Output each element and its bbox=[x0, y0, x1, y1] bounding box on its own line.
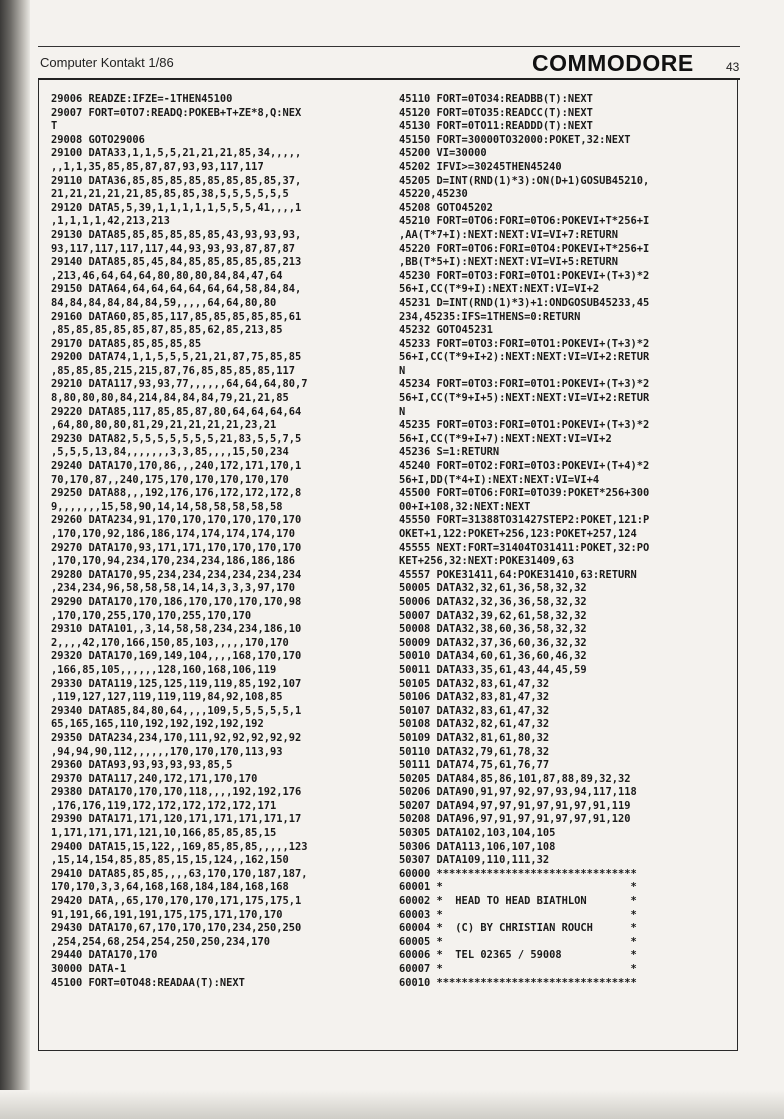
code-line: 50005 DATA32,32,61,36,58,32,32 bbox=[399, 582, 587, 595]
code-line: 29320 DATA170,169,149,104,,,,168,170,170 bbox=[51, 650, 302, 663]
code-line: ,234,234,96,58,58,58,14,14,3,3,3,97,170 bbox=[51, 582, 295, 595]
code-line: 45220 FORT=0TO6:FORI=0TO4:POKEVI+T*256+I bbox=[399, 242, 650, 255]
code-line: 29380 DATA170,170,170,118,,,,192,192,176 bbox=[51, 786, 302, 799]
code-line: 50110 DATA32,79,61,78,32 bbox=[399, 745, 550, 758]
code-line: 45231 D=INT(RND(1)*3)+1:ONDGOSUB45233,45 bbox=[399, 296, 650, 309]
code-line: 50111 DATA74,75,61,76,77 bbox=[399, 759, 550, 772]
code-line: 29120 DATA5,5,39,1,1,1,1,1,5,5,5,41,,,,1 bbox=[51, 201, 302, 214]
section-title: COMMODORE bbox=[532, 50, 694, 76]
code-line: 56+I,CC(T*9+I+5):NEXT:NEXT:VI=VI+2:RETUR bbox=[399, 392, 650, 405]
code-line: 29370 DATA117,240,172,171,170,170 bbox=[51, 772, 258, 785]
code-line: 29270 DATA170,93,171,171,170,170,170,170 bbox=[51, 541, 302, 554]
code-line: 60002 * HEAD TO HEAD BIATHLON * bbox=[399, 895, 637, 908]
page-bottom-shadow bbox=[0, 1090, 784, 1119]
code-line: 45555 NEXT:FORT=31404TO31411:POKET,32:PO bbox=[399, 541, 650, 554]
code-line: 29340 DATA85,84,80,64,,,,109,5,5,5,5,5,1 bbox=[51, 704, 302, 717]
code-line: 50008 DATA32,38,60,36,58,32,32 bbox=[399, 623, 587, 636]
code-line: ,64,80,80,80,81,29,21,21,21,21,23,21 bbox=[51, 419, 277, 432]
listing-left-column bbox=[51, 93, 381, 990]
code-line: 50009 DATA32,37,36,60,36,32,32 bbox=[399, 636, 587, 649]
code-line: 29200 DATA74,1,1,5,5,5,21,21,87,75,85,85 bbox=[51, 351, 302, 364]
code-line: ,213,46,64,64,64,80,80,80,84,84,47,64 bbox=[51, 269, 283, 282]
code-line: 29160 DATA60,85,85,117,85,85,85,85,85,61 bbox=[51, 310, 302, 323]
page-number: 43 bbox=[726, 60, 740, 74]
code-line: 50006 DATA32,32,36,36,58,32,32 bbox=[399, 595, 587, 608]
code-line: ,15,14,154,85,85,85,15,15,124,,162,150 bbox=[51, 854, 289, 867]
code-line: 45235 FORT=0TO3:FORI=0TO1:POKEVI+(T+3)*2 bbox=[399, 419, 650, 432]
code-line: 29260 DATA234,91,170,170,170,170,170,170 bbox=[51, 514, 302, 527]
code-line: ,94,94,90,112,,,,,,170,170,170,113,93 bbox=[51, 745, 283, 758]
code-line: 21,21,21,21,21,85,85,85,38,5,5,5,5,5,5 bbox=[51, 188, 289, 201]
magazine-issue-label: Computer Kontakt 1/86 bbox=[40, 55, 174, 70]
code-line: 60010 ******************************** bbox=[399, 976, 637, 989]
code-line: 29240 DATA170,170,86,,,240,172,171,170,1 bbox=[51, 460, 302, 473]
code-line: 50306 DATA113,106,107,108 bbox=[399, 840, 556, 853]
code-line: 65,165,165,110,192,192,192,192,192 bbox=[51, 718, 264, 731]
code-line: 29140 DATA85,85,45,84,85,85,85,85,85,213 bbox=[51, 256, 302, 269]
code-line: ,170,170,255,170,170,255,170,170 bbox=[51, 609, 252, 622]
code-line: ,254,254,68,254,254,250,250,234,170 bbox=[51, 935, 270, 948]
code-line: 50106 DATA32,83,81,47,32 bbox=[399, 691, 550, 704]
code-line: 60005 * * bbox=[399, 935, 637, 948]
code-line: 50208 DATA96,97,91,97,91,97,97,91,120 bbox=[399, 813, 631, 826]
code-line: 45200 VI=30000 bbox=[399, 147, 487, 160]
code-line: 45130 FORT=0TO11:READDD(T):NEXT bbox=[399, 120, 593, 133]
code-line: KET+256,32:NEXT:POKE31409,63 bbox=[399, 555, 575, 568]
code-line: 45234 FORT=0TO3:FORI=0TO1:POKEVI+(T+3)*2 bbox=[399, 378, 650, 391]
code-line: ,176,176,119,172,172,172,172,172,171 bbox=[51, 799, 277, 812]
page-binding-shadow bbox=[0, 0, 30, 1119]
code-line: T bbox=[51, 120, 58, 133]
code-line: 9,,,,,,,15,58,90,14,14,58,58,58,58,58 bbox=[51, 500, 283, 513]
code-line: 29410 DATA85,85,85,,,,63,170,170,187,187, bbox=[51, 867, 308, 880]
code-line: 60003 * * bbox=[399, 908, 637, 921]
code-line: N bbox=[399, 405, 406, 418]
code-line: 50011 DATA33,35,61,43,44,45,59 bbox=[399, 663, 587, 676]
code-line: 60007 * * bbox=[399, 963, 637, 975]
header-top-rule bbox=[38, 46, 740, 47]
code-line: 45150 FORT=30000TO32000:POKET,32:NEXT bbox=[399, 133, 631, 146]
code-line: 45220,45230 bbox=[399, 188, 468, 201]
code-line: 30000 DATA-1 bbox=[51, 963, 127, 975]
code-line: ,166,85,105,,,,,,128,160,168,106,119 bbox=[51, 663, 277, 676]
code-line: 29350 DATA234,234,170,111,92,92,92,92,92 bbox=[51, 731, 302, 744]
code-line: ,119,127,127,119,119,119,84,92,108,85 bbox=[51, 691, 283, 704]
code-line: 29430 DATA170,67,170,170,170,234,250,250 bbox=[51, 922, 302, 935]
code-line: 2,,,,42,170,166,150,85,103,,,,,170,170 bbox=[51, 636, 289, 649]
code-line: 29230 DATA82,5,5,5,5,5,5,5,21,83,5,5,7,5 bbox=[51, 432, 302, 445]
code-line: 50307 DATA109,110,111,32 bbox=[399, 854, 550, 867]
code-line: ,85,85,85,85,85,87,85,85,62,85,213,85 bbox=[51, 324, 283, 337]
code-line: ,,1,1,35,85,85,87,87,93,93,117,117 bbox=[51, 160, 264, 173]
code-line: 29170 DATA85,85,85,85,85 bbox=[51, 337, 202, 350]
code-line: 50206 DATA90,91,97,92,97,93,94,117,118 bbox=[399, 786, 637, 799]
code-line: 45208 GOTO45202 bbox=[399, 201, 493, 214]
code-line: 29290 DATA170,170,186,170,170,170,170,98 bbox=[51, 595, 302, 608]
code-line: 29110 DATA36,85,85,85,85,85,85,85,85,37, bbox=[51, 174, 302, 187]
code-line: 84,84,84,84,84,84,59,,,,,64,64,80,80 bbox=[51, 296, 277, 309]
code-line: ,BB(T*5+I):NEXT:NEXT:VI=VI+5:RETURN bbox=[399, 256, 618, 269]
code-line: 29280 DATA170,95,234,234,234,234,234,234 bbox=[51, 568, 302, 581]
code-line: ,85,85,85,215,215,87,76,85,85,85,85,117 bbox=[51, 364, 295, 377]
code-line: 56+I,DD(T*4+I):NEXT:NEXT:VI=VI+4 bbox=[399, 473, 600, 486]
code-line: 56+I,CC(T*9+I+7):NEXT:NEXT:VI=VI+2 bbox=[399, 432, 612, 445]
code-line: 29390 DATA171,171,120,171,171,171,171,17 bbox=[51, 813, 302, 826]
code-line: 45233 FORT=0TO3:FORI=0TO1:POKEVI+(T+3)*2 bbox=[399, 337, 650, 350]
code-line: 29440 DATA170,170 bbox=[51, 949, 158, 962]
code-line: 45110 FORT=0TO34:READBB(T):NEXT bbox=[399, 93, 593, 105]
code-line: 60004 * (C) BY CHRISTIAN ROUCH * bbox=[399, 922, 637, 935]
code-line: 29220 DATA85,117,85,85,87,80,64,64,64,64 bbox=[51, 405, 302, 418]
code-line: 45210 FORT=0TO6:FORI=0TO6:POKEVI+T*256+I bbox=[399, 215, 650, 228]
code-line: 29400 DATA15,15,122,,169,85,85,85,,,,,123 bbox=[51, 840, 308, 853]
code-line: 29210 DATA117,93,93,77,,,,,,64,64,64,80,7 bbox=[51, 378, 308, 391]
code-line: 50109 DATA32,81,61,80,32 bbox=[399, 731, 550, 744]
code-line: 234,45235:IFS=1THENS=0:RETURN bbox=[399, 310, 581, 323]
code-line: 70,170,87,,240,175,170,170,170,170,170 bbox=[51, 473, 289, 486]
code-line: 29420 DATA,,65,170,170,170,171,175,175,1 bbox=[51, 895, 302, 908]
code-line: 45232 GOTO45231 bbox=[399, 324, 493, 337]
listing-right-column bbox=[399, 93, 719, 990]
code-line: ,5,5,5,13,84,,,,,,,3,3,85,,,,15,50,234 bbox=[51, 446, 289, 459]
code-line: N bbox=[399, 364, 406, 377]
code-line: 50108 DATA32,82,61,47,32 bbox=[399, 718, 550, 731]
code-line: 56+I,CC(T*9+I+2):NEXT:NEXT:VI=VI+2:RETUR bbox=[399, 351, 650, 364]
code-line: 8,80,80,80,84,214,84,84,84,79,21,21,85 bbox=[51, 392, 289, 405]
code-line: 60006 * TEL 02365 / 59008 * bbox=[399, 949, 637, 962]
code-line: 50305 DATA102,103,104,105 bbox=[399, 827, 556, 840]
code-line: 29360 DATA93,93,93,93,93,85,5 bbox=[51, 759, 233, 772]
code-line: 56+I,CC(T*9+I):NEXT:NEXT:VI=VI+2 bbox=[399, 283, 600, 296]
code-line: 45550 FORT=31388TO31427STEP2:POKET,121:P bbox=[399, 514, 650, 527]
code-line: 29007 FORT=0TO7:READQ:POKEB+T+ZE*8,Q:NEX bbox=[51, 106, 302, 119]
code-line: 60001 * * bbox=[399, 881, 637, 894]
code-line: 45557 POKE31411,64:POKE31410,63:RETURN bbox=[399, 568, 637, 581]
code-line: 50007 DATA32,39,62,61,58,32,32 bbox=[399, 609, 587, 622]
code-line: 29006 READZE:IFZE=-1THEN45100 bbox=[51, 93, 233, 105]
code-line: 45120 FORT=0TO35:READCC(T):NEXT bbox=[399, 106, 593, 119]
code-line: ,AA(T*7+I):NEXT:NEXT:VI=VI+7:RETURN bbox=[399, 228, 618, 241]
code-line: 93,117,117,117,117,44,93,93,93,87,87,87 bbox=[51, 242, 295, 255]
code-line: 60000 ******************************** bbox=[399, 867, 637, 880]
code-line: 29150 DATA64,64,64,64,64,64,64,58,84,84, bbox=[51, 283, 302, 296]
code-line: 50207 DATA94,97,97,91,97,91,97,91,119 bbox=[399, 799, 631, 812]
code-line: 50010 DATA34,60,61,36,60,46,32 bbox=[399, 650, 587, 663]
code-line: ,170,170,92,186,186,174,174,174,174,170 bbox=[51, 528, 295, 540]
code-line: 29130 DATA85,85,85,85,85,85,43,93,93,93, bbox=[51, 228, 302, 241]
code-line: 45230 FORT=0TO3:FORI=0TO1:POKEVI+(T+3)*2 bbox=[399, 269, 650, 282]
code-line: OKET+1,122:POKET+256,123:POKET+257,124 bbox=[399, 528, 637, 540]
code-line: 50105 DATA32,83,61,47,32 bbox=[399, 677, 550, 690]
code-line: 45202 IFVI>=30245THEN45240 bbox=[399, 160, 562, 173]
code-line: 45500 FORT=0TO6:FORI=0TO39:POKET*256+300 bbox=[399, 487, 650, 500]
code-line: 45240 FORT=0TO2:FORI=0TO3:POKEVI+(T+4)*2 bbox=[399, 460, 650, 473]
code-line: 00+I+108,32:NEXT:NEXT bbox=[399, 500, 531, 513]
code-line: 45236 S=1:RETURN bbox=[399, 446, 500, 459]
code-line: 50205 DATA84,85,86,101,87,88,89,32,32 bbox=[399, 772, 631, 785]
code-line: 91,191,66,191,191,175,175,171,170,170 bbox=[51, 908, 283, 921]
code-line: 29310 DATA101,,3,14,58,58,234,234,186,10 bbox=[51, 623, 302, 636]
code-line: 29330 DATA119,125,125,119,119,85,192,107 bbox=[51, 677, 302, 690]
code-line: 50107 DATA32,83,61,47,32 bbox=[399, 704, 550, 717]
code-line: 29008 GOTO29006 bbox=[51, 133, 145, 146]
code-line: 29250 DATA88,,,192,176,176,172,172,172,8 bbox=[51, 487, 302, 500]
code-line: ,1,1,1,1,42,213,213 bbox=[51, 215, 170, 228]
code-line: 45100 FORT=0TO48:READAA(T):NEXT bbox=[51, 976, 245, 989]
code-line: 1,171,171,171,121,10,166,85,85,85,15 bbox=[51, 827, 277, 840]
code-line: ,170,170,94,234,170,234,234,186,186,186 bbox=[51, 555, 295, 568]
code-line: 170,170,3,3,64,168,168,184,184,168,168 bbox=[51, 881, 289, 894]
code-line: 29100 DATA33,1,1,5,5,21,21,21,85,34,,,,, bbox=[51, 147, 302, 160]
code-line: 45205 D=INT(RND(1)*3):ON(D+1)GOSUB45210, bbox=[399, 174, 650, 187]
